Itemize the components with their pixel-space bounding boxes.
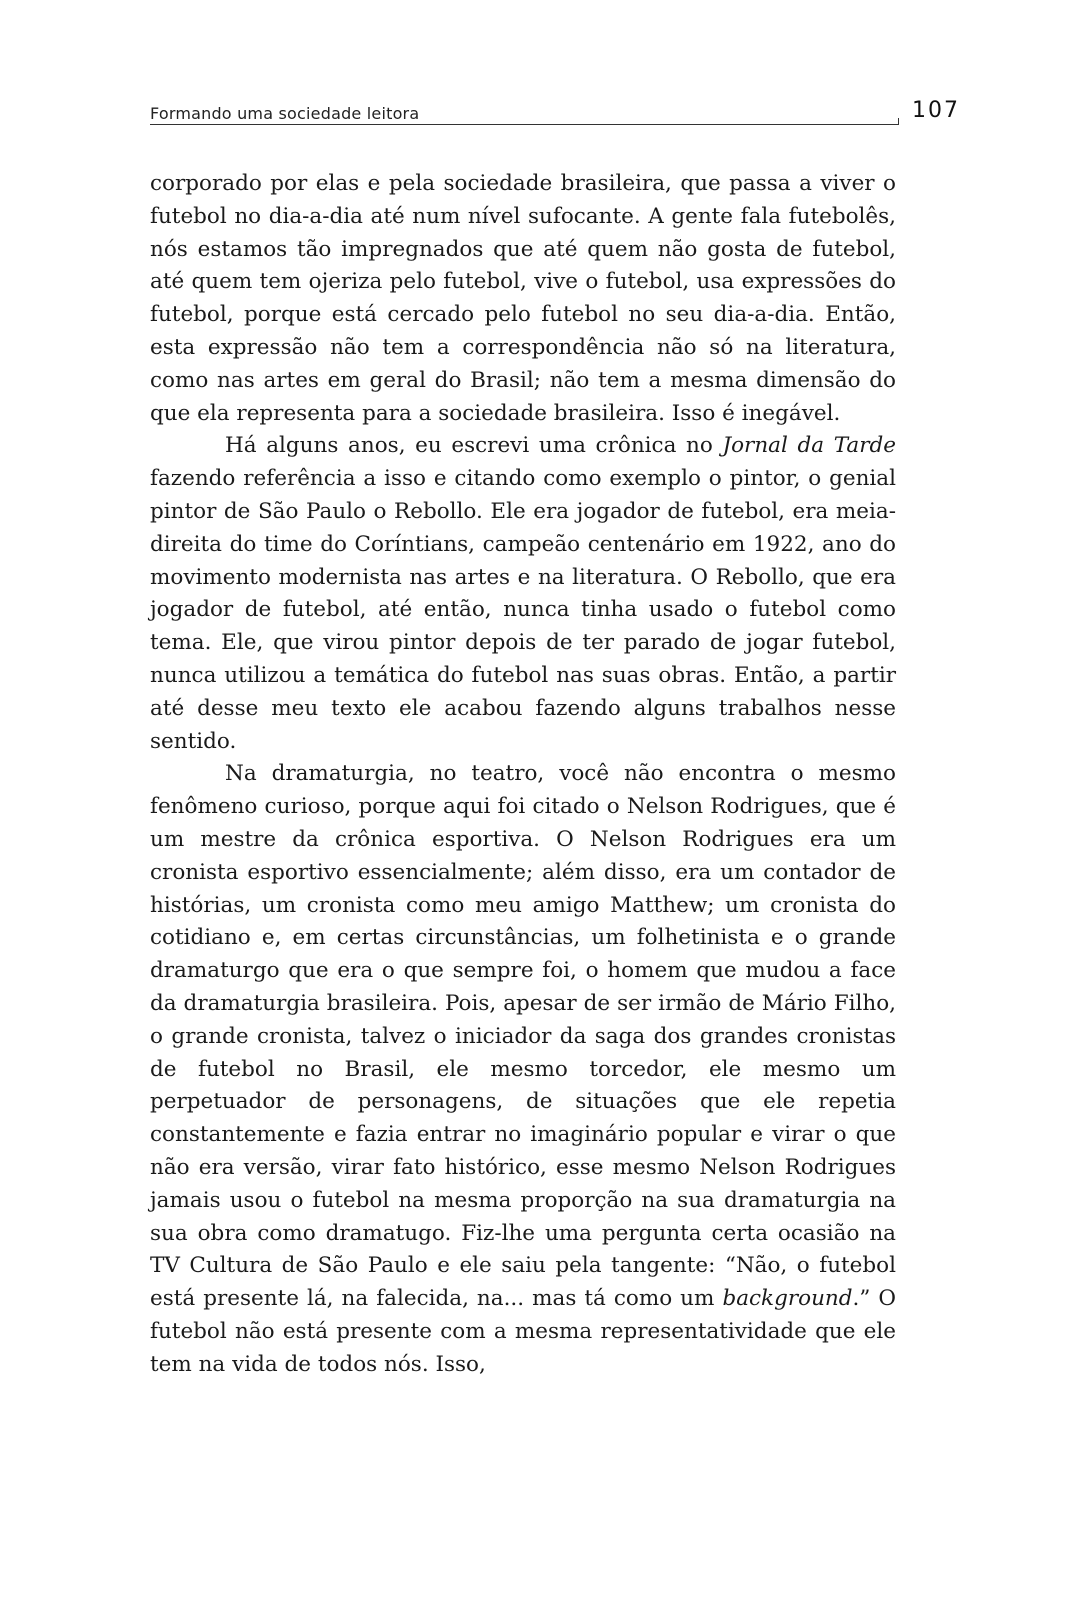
paragraph-2-text-end: fazendo referência a isso e citando como exemplo o pintor, o genial pintor de São Paulo o Rebollo. Ele era jogador de futebol, era meia-direita do time do Coríntians, campeão centenário em 1922, ano do movimento modernista nas artes e na literatura. O Rebollo, que era jogador de futebol, até então, nunca tinha usado o futebol como tema. Ele, que virou pintor depois de ter parado de jogar futebol, nunca utilizou a temática do futebol nas suas obras. Então, a partir até desse meu texto ele acabou fazendo alguns trabalhos nesse sentido. (150, 466, 896, 754)
body-text (150, 168, 896, 1381)
paragraph-3-text-end: .” O futebol não está presente com a mesma representatividade que ele tem na vida de todos nós. Isso, (150, 1286, 896, 1377)
header-rule-tick (898, 118, 899, 125)
paragraph-3-text-start: Na dramaturgia, no teatro, você não encontra o mesmo fenômeno curioso, porque aqui foi citado o Nelson Rodrigues, que é um mestre da crônica esportiva. O Nelson Rodrigues era um cronista esportivo essencialmente; além disso, era um contador de histórias, um cronista como meu amigo Matthew; um cronista do cotidiano e, em certas circunstâncias, um folhetinista e o grande dramaturgo que era o que sempre foi, o homem que mudou a face da dramaturgia brasileira. Pois, apesar de ser irmão de Mário Filho, o grande cronista, talvez o iniciador da saga dos grandes cronistas de futebol no Brasil, ele mesmo torcedor, ele mesmo um perpetuador de personagens, de situações que ele repetia constantemente e fazia entrar no imaginário popular e virar o que não era versão, virar fato histórico, esse mesmo Nelson Rodrigues jamais usou o futebol na mesma proporção na sua dramaturgia na sua obra como dramatugo. Fiz-lhe uma pergunta certa ocasião na TV Cultura de São Paulo e ele saiu pela tangente: “Não, o futebol está presente lá, na falecida, na... mas tá como um (150, 761, 896, 1312)
paragraph-2 (150, 430, 896, 758)
page-number: 107 (912, 98, 960, 123)
header-rule (150, 124, 898, 125)
paragraph-1: corporado por elas e pela sociedade brasileira, que passa a viver o futebol no dia-a-dia até num nível sufocante. A gente fala futebolês, nós estamos tão impregnados que até quem não gosta de futebol, até quem tem ojeriza pelo futebol, vive o futebol, usa expressões do futebol, porque está cercado pelo futebol no seu dia-a-dia. Então, esta expressão não tem a correspondência não só na literatura, como nas artes em geral do Brasil; não tem a mesma dimensão do que ela representa para a sociedade brasileira. Isso é inegável. (150, 171, 896, 426)
paragraph-2-text-start: Há alguns anos, eu escrevi uma crônica no (225, 433, 723, 459)
newspaper-name-italic: Jornal da Tarde (722, 433, 896, 459)
running-header (150, 100, 960, 130)
background-italic: background (722, 1286, 853, 1312)
paragraph-3 (150, 758, 896, 1381)
running-title: Formando uma sociedade leitora (150, 104, 420, 123)
